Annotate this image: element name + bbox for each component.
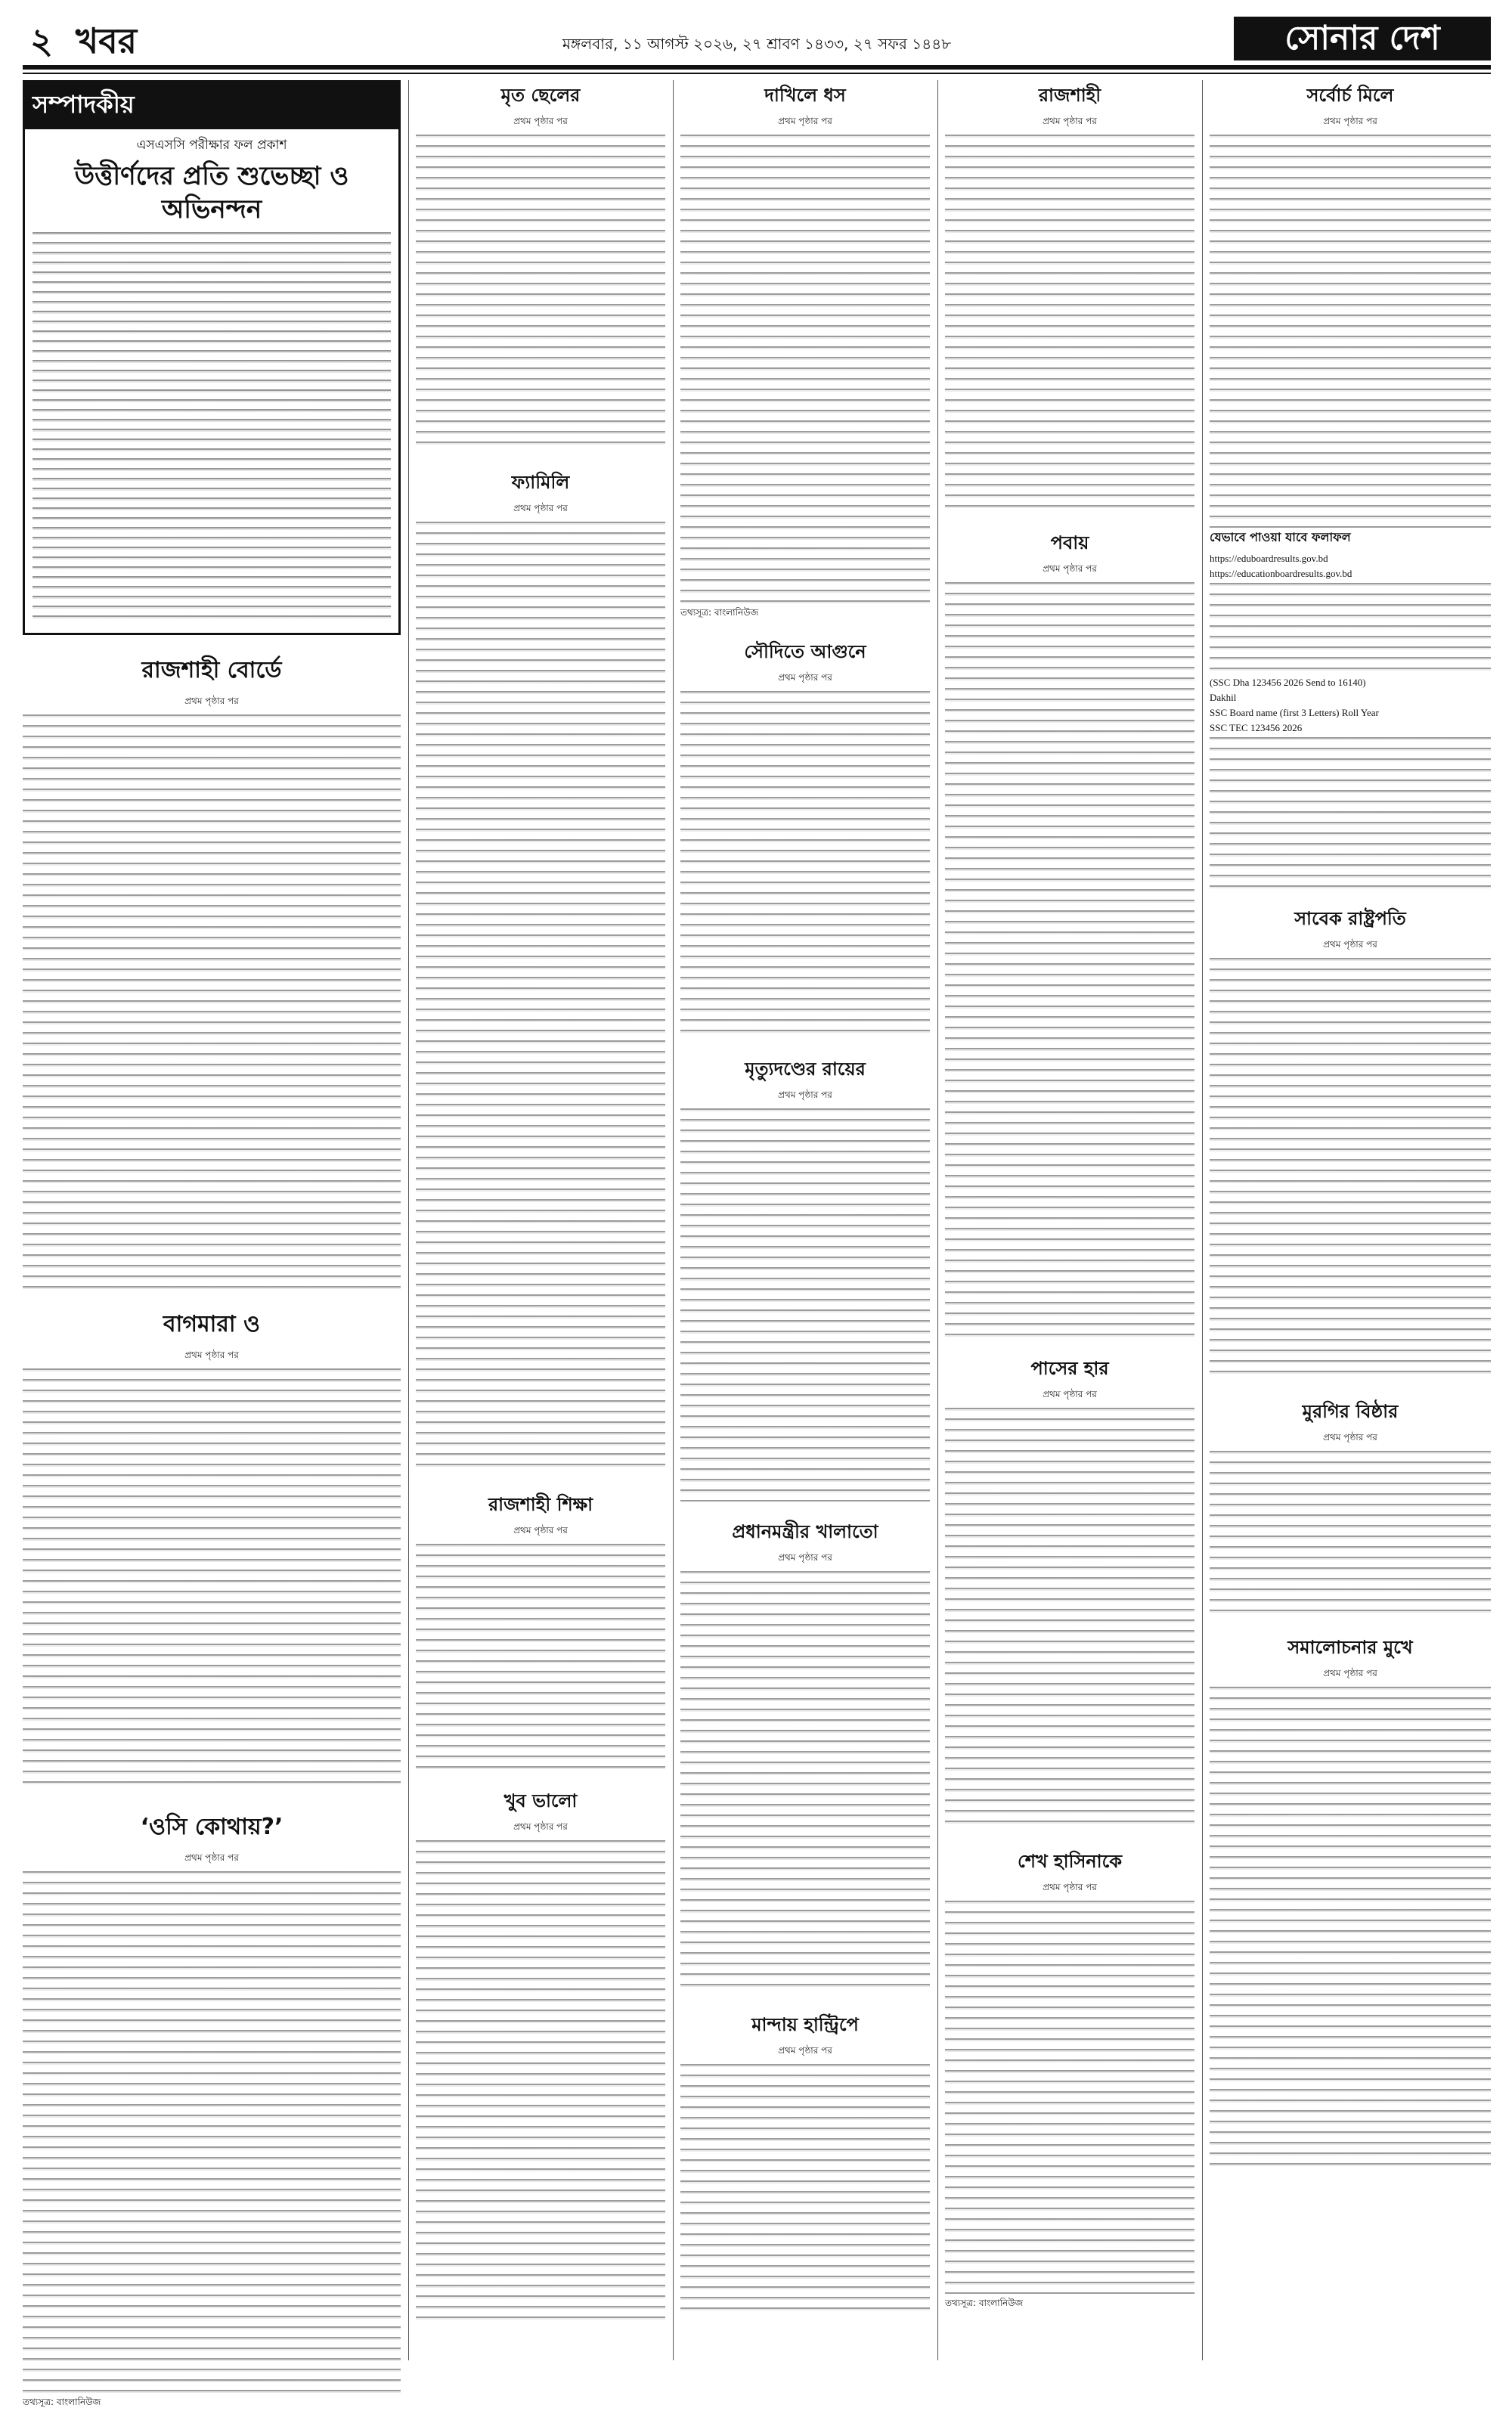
editorial-headline: উত্তীর্ণদের প্রতি শুভেচ্ছা ও অভিনন্দন (74, 161, 349, 225)
continued-label: প্রথম পৃষ্ঠার পর (778, 2045, 832, 2056)
column-divider (937, 80, 938, 2360)
column-divider (673, 80, 674, 2360)
continued-label: প্রথম পৃষ্ঠার পর (778, 116, 832, 126)
result-url: https://educationboardresults.gov.bd (1210, 568, 1352, 579)
story-body (23, 1368, 401, 1792)
story-rajshahi (945, 82, 1194, 513)
story-body (680, 1108, 930, 1501)
story-headline: সাবেক রাষ্ট্রপতি (1294, 908, 1406, 929)
story-body (1210, 1687, 1491, 2171)
continued-label: প্রথম পৃষ্ঠার পর (778, 1552, 832, 1563)
column-4 (945, 80, 1194, 2360)
continued-label: প্রথম পৃষ্ঠার পর (1043, 563, 1097, 574)
story-body (1210, 737, 1491, 888)
story-headline: সর্বোর্চ মিলে (1306, 85, 1394, 106)
story-khub-bhalo (416, 1787, 665, 2324)
story-body (680, 2064, 930, 2313)
story-headline: ‘ওসি কোথায়?’ (140, 1814, 284, 1840)
story-body (945, 1901, 1194, 2294)
story-pm-khala (680, 1518, 930, 1994)
story-headline: সৌদিতে আগুনে (744, 641, 866, 662)
story-headline: প্রধানমন্ত্রীর খালাতো (732, 1521, 878, 1542)
story-headline: মান্দায় হান্ট্রিপে (751, 2014, 859, 2035)
story-family (416, 469, 665, 1474)
result-subhead: যেভাবে পাওয়া যাবে ফলাফল (1210, 530, 1351, 544)
masthead-logo: সোনার দেশ (1234, 17, 1491, 60)
continued-label: প্রথম পৃষ্ঠার পর (1323, 1432, 1377, 1443)
editorial-title: সম্পাদকীয় (25, 82, 398, 129)
continued-label: প্রথম পৃষ্ঠার পর (513, 1821, 568, 1832)
continued-label: প্রথম পৃষ্ঠার পর (778, 672, 832, 683)
story-headline: দাখিলে ধস (764, 85, 846, 106)
continued-label: প্রথম পৃষ্ঠার পর (184, 1350, 239, 1360)
continued-label: প্রথম পৃষ্ঠার পর (1323, 116, 1377, 126)
story-samalochona (1210, 1634, 1491, 2171)
story-body (945, 582, 1194, 1338)
column-1 (23, 80, 401, 2407)
sms-example: (SSC Dha 123456 2026 Send to 16140) (1210, 677, 1366, 688)
continued-label: প্রথম পৃষ্ঠার পর (513, 503, 568, 513)
story-murgir (1210, 1398, 1491, 1617)
story-mrito (416, 82, 665, 452)
story-body (416, 135, 665, 452)
story-headline: রাজশাহী বোর্ডে (141, 657, 282, 683)
newspaper-page (23, 17, 1491, 2407)
story-headline: খুব ভালো (503, 1790, 578, 1811)
header-rule-thin (23, 73, 1491, 74)
story-headline: মৃত্যুদণ্ডের রায়ের (745, 1058, 866, 1080)
section-name: খবর (76, 20, 138, 61)
story-saudi (680, 638, 930, 1039)
story-headline: রাজশাহী (1038, 85, 1101, 106)
sms-format: SSC Board name (first 3 Letters) Roll Year (1210, 707, 1379, 718)
continued-label: প্রথম পৃষ্ঠার পর (1043, 1882, 1097, 1892)
column-5 (1210, 80, 1491, 2360)
story-body (23, 714, 401, 1289)
story-bagmara (23, 1306, 401, 1792)
sms-format-example: SSC TEC 123456 2026 (1210, 722, 1303, 733)
column-divider (408, 80, 409, 2360)
story-body (416, 1544, 665, 1771)
story-mrityudand (680, 1055, 930, 1501)
result-url: https://eduboardresults.gov.bd (1210, 553, 1328, 564)
story-body (1210, 135, 1491, 528)
story-dakhil (680, 82, 930, 621)
story-mandaay (680, 2011, 930, 2313)
continued-label: প্রথম পৃষ্ঠার পর (184, 696, 239, 706)
continued-label: প্রথম পৃষ্ঠার পর (513, 116, 568, 126)
column-divider (1202, 80, 1203, 2360)
source-tag: তথ্যসূত্র: বাংলানিউজ (23, 2397, 101, 2407)
source-tag: তথ্যসূত্র: বাংলানিউজ (945, 2298, 1024, 2308)
editorial-box (23, 80, 401, 635)
story-passer-har (945, 1355, 1194, 1831)
story-body (1210, 583, 1491, 674)
story-headline: মুরগির বিষ্ঠার (1302, 1401, 1399, 1422)
story-body (416, 1840, 665, 2324)
story-body (945, 135, 1194, 513)
story-rajshahi-shiksha (416, 1491, 665, 1771)
story-headline: ফ্যামিলি (511, 472, 570, 493)
story-headline: রাজশাহী শিক্ষা (488, 1494, 593, 1515)
story-pobay (945, 529, 1194, 1338)
editorial-kicker: এসএসসি পরীক্ষার ফল প্রকাশ (136, 138, 287, 153)
page-header (23, 17, 1491, 65)
continued-label: প্রথম পৃষ্ঠার পর (1043, 1389, 1097, 1399)
story-body (1210, 958, 1491, 1381)
column-2 (416, 80, 665, 2360)
source-tag: তথ্যসূত্র: বাংলানিউজ (680, 607, 759, 618)
story-body (23, 1871, 401, 2393)
story-body (680, 1571, 930, 1994)
column-3 (680, 80, 930, 2360)
story-body (680, 691, 930, 1039)
page-number: ২ (30, 20, 53, 61)
story-sorbochcho (1210, 82, 1491, 888)
story-headline: শেখ হাসিনাকে (1017, 1851, 1123, 1872)
story-body (680, 135, 930, 603)
dateline: মঙ্গলবার, ১১ আগস্ট ২০২৬, ২৭ শ্রাবণ ১৪৩৩, ২৭ সফর ১৪৪৮ (562, 35, 952, 53)
continued-label: প্রথম পৃষ্ঠার পর (1323, 1668, 1377, 1678)
dakhil-label: Dakhil (1210, 692, 1237, 703)
story-rajshahi-board (23, 652, 401, 1289)
story-body (416, 522, 665, 1474)
continued-label: প্রথম পৃষ্ঠার পর (778, 1089, 832, 1100)
story-osi (23, 1808, 401, 2411)
story-sabek (1210, 905, 1491, 1381)
story-body (945, 1408, 1194, 1831)
header-rule (23, 65, 1491, 70)
story-headline: সমালোচনার মুখে (1287, 1637, 1413, 1658)
story-headline: মৃত ছেলের (500, 85, 581, 106)
story-headline: পাসের হার (1030, 1358, 1109, 1379)
story-headline: পবায় (1050, 532, 1089, 553)
continued-label: প্রথম পৃষ্ঠার পর (1323, 939, 1377, 950)
continued-label: প্রথম পৃষ্ঠার পর (513, 1525, 568, 1536)
continued-label: প্রথম পৃষ্ঠার পর (184, 1852, 239, 1863)
editorial-body (33, 232, 391, 625)
story-body (1210, 1451, 1491, 1617)
story-headline: বাগমারা ও (163, 1311, 261, 1337)
continued-label: প্রথম পৃষ্ঠার পর (1043, 116, 1097, 126)
story-sheikh-hasina (945, 1848, 1194, 2312)
